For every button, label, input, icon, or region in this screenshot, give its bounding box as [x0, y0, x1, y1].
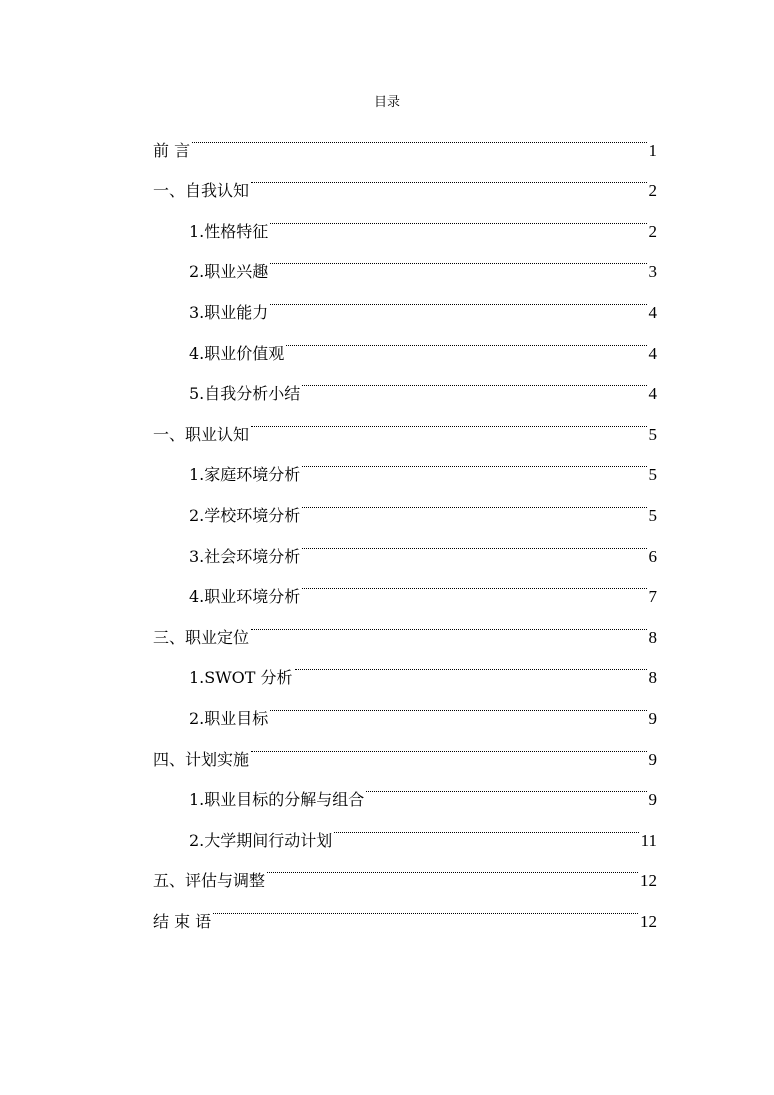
toc-dot-leader: [302, 480, 646, 521]
toc-entry-label: 2.职业目标: [189, 708, 269, 728]
toc-entry-label: 5.自我分析小结: [189, 384, 301, 404]
toc-dot-leader: [302, 562, 646, 603]
toc-entry[interactable]: [153, 156, 657, 201]
toc-entry-label: 1.职业目标的分解与组合: [189, 790, 365, 810]
toc-page-number: 9: [648, 749, 657, 769]
toc-entry-label: 1.性格特征: [189, 221, 269, 241]
toc-page-number: 8: [648, 627, 657, 647]
toc-dot-leader: [213, 886, 638, 927]
toc-page-number: 5: [648, 465, 657, 485]
toc-dot-leader: [251, 156, 646, 197]
toc-entry-label: 三、职业定位: [153, 627, 250, 647]
toc-dot-leader: [270, 277, 646, 318]
toc-page-number: 3: [648, 262, 657, 282]
toc-entry-label: 1.SWOT 分析: [189, 668, 293, 688]
toc-dot-leader: [267, 846, 638, 887]
toc-entry-label: 五、评估与调整: [153, 871, 266, 891]
toc-entry-label: 2.职业兴趣: [189, 262, 269, 282]
toc-entry-label: 一、自我认知: [153, 181, 250, 201]
toc-page-number: 5: [648, 424, 657, 444]
toc-page-number: 6: [648, 546, 657, 566]
toc-page-number: 12: [640, 911, 657, 931]
toc-page-number: 9: [648, 708, 657, 728]
toc-entry-label: 前 言: [153, 140, 191, 160]
toc-page-number: 4: [648, 302, 657, 322]
toc-entry[interactable]: [153, 886, 657, 931]
toc-page-number: 9: [648, 790, 657, 810]
toc-entry-label: 3.社会环境分析: [189, 546, 301, 566]
toc-entry-label: 一、职业认知: [153, 424, 250, 444]
toc-title: 目录: [373, 95, 400, 110]
toc-page-number: 4: [648, 384, 657, 404]
toc-dot-leader: [295, 643, 647, 684]
toc-dot-leader: [251, 724, 646, 765]
toc-entry-label: 1.家庭环境分析: [189, 465, 301, 485]
toc-entry-label: 4.职业价值观: [189, 343, 285, 363]
toc-dot-leader: [286, 318, 646, 359]
toc-dot-leader: [366, 765, 646, 806]
toc-dot-leader: [270, 237, 646, 278]
toc-entry-label: 4.职业环境分析: [189, 587, 301, 607]
toc-dot-leader: [270, 683, 646, 724]
toc-entry-label: 结 束 语: [153, 911, 212, 931]
toc-dot-leader: [270, 196, 646, 237]
toc-entry-label: 2.大学期间行动计划: [189, 830, 333, 850]
toc-page-number: 7: [648, 587, 657, 607]
toc-page-number: 8: [648, 668, 657, 688]
table-of-contents: [153, 115, 657, 931]
toc-page-number: 2: [648, 221, 657, 241]
toc-page-number: 1: [648, 140, 657, 160]
toc-dot-leader: [251, 602, 646, 643]
toc-page-number: 11: [640, 830, 657, 850]
toc-page-number: 2: [648, 181, 657, 201]
toc-entry-label: 3.职业能力: [189, 302, 269, 322]
toc-entry-label: 四、计划实施: [153, 749, 250, 769]
toc-entry[interactable]: [153, 115, 657, 160]
toc-dot-leader: [334, 805, 638, 846]
toc-dot-leader: [302, 521, 646, 562]
toc-page-number: 12: [640, 871, 657, 891]
toc-page-number: 5: [648, 505, 657, 525]
toc-entry-label: 2.学校环境分析: [189, 505, 301, 525]
toc-page-number: 4: [648, 343, 657, 363]
toc-dot-leader: [192, 115, 646, 156]
toc-dot-leader: [302, 440, 646, 481]
toc-dot-leader: [302, 359, 646, 400]
toc-dot-leader: [251, 399, 646, 440]
